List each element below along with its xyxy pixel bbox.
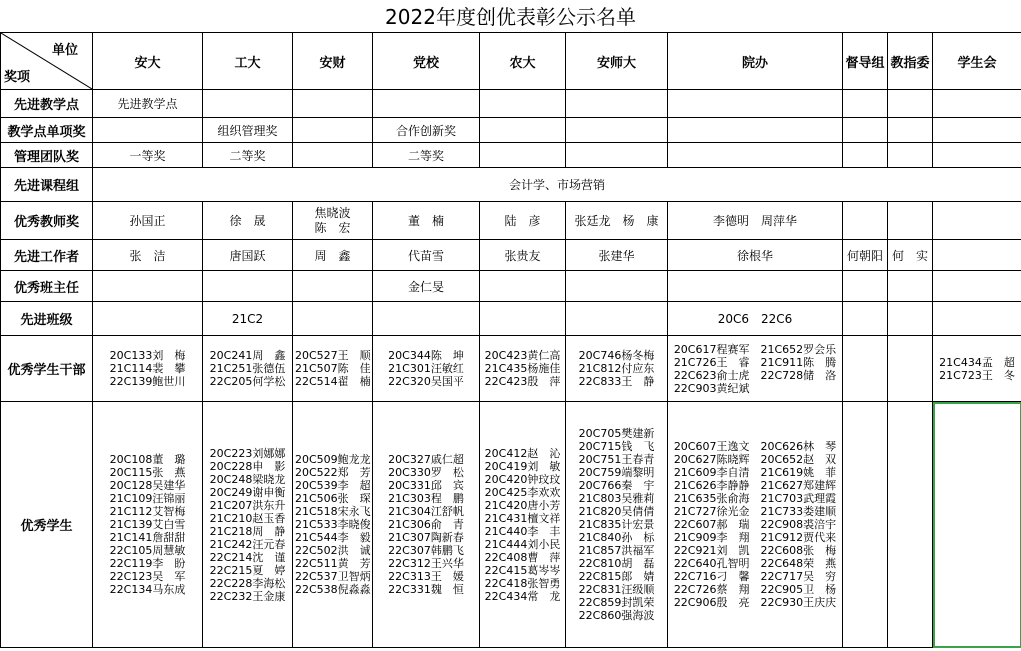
cell[interactable] bbox=[843, 271, 888, 302]
row-advanced-teaching-point bbox=[1, 90, 1021, 118]
cell[interactable]: 张廷龙 杨 康 bbox=[566, 202, 668, 240]
cell[interactable] bbox=[93, 302, 203, 336]
cell[interactable] bbox=[668, 271, 843, 302]
cell[interactable] bbox=[93, 336, 203, 402]
corner-header-cell[interactable] bbox=[1, 33, 93, 90]
name-list: 20C423黄仁高 21C435杨施佳 22C423殷 萍 bbox=[484, 349, 561, 388]
cell[interactable] bbox=[933, 240, 1021, 271]
cell[interactable] bbox=[843, 202, 888, 240]
cell[interactable] bbox=[668, 143, 843, 168]
cell[interactable]: 张 洁 bbox=[93, 240, 203, 271]
name-list: 21C434孟 超 21C723王 冬 bbox=[939, 355, 1015, 382]
cell[interactable]: 20C6 22C6 bbox=[668, 302, 843, 336]
cell[interactable]: 21C2 bbox=[203, 302, 293, 336]
cell[interactable] bbox=[566, 143, 668, 168]
header-nongda[interactable]: 农大 bbox=[480, 33, 566, 90]
row-label[interactable]: 管理团队奖 bbox=[1, 143, 93, 168]
cell[interactable] bbox=[888, 202, 933, 240]
cell[interactable]: 金仁旻 bbox=[373, 271, 480, 302]
header-anshida[interactable]: 安师大 bbox=[566, 33, 668, 90]
cell[interactable] bbox=[373, 402, 480, 648]
row-label[interactable]: 优秀学生干部 bbox=[1, 336, 93, 402]
selected-cell[interactable] bbox=[933, 402, 1021, 648]
cell[interactable]: 组织管理奖 bbox=[203, 118, 293, 143]
row-label[interactable]: 优秀班主任 bbox=[1, 271, 93, 302]
name-list: 20C344陈 坤 21C301汪敏红 22C320吴国平 bbox=[388, 349, 464, 388]
cell[interactable] bbox=[203, 336, 293, 402]
cell[interactable] bbox=[293, 402, 373, 648]
cell[interactable]: 合作创新奖 bbox=[373, 118, 480, 143]
cell[interactable] bbox=[480, 90, 566, 118]
name-list: 20C133刘 梅 21C114裴 攀 22C139鲍世川 bbox=[109, 349, 186, 388]
cell[interactable] bbox=[566, 336, 668, 402]
cell[interactable] bbox=[480, 143, 566, 168]
cell[interactable]: 徐根华 bbox=[668, 240, 843, 271]
cell[interactable] bbox=[93, 402, 203, 648]
row-label[interactable]: 先进班级 bbox=[1, 302, 93, 336]
name-list: 20C327戚仁超 20C330罗 松 20C331邱 宾 21C303程 鹏 21C304江舒帆 21C306俞 青 21C307陶新春 22C307韩鹏飞 22C312王兴华 22C313王 媛 22C331魏 恒 bbox=[388, 453, 464, 596]
cell[interactable]: 何朝阳 bbox=[843, 240, 888, 271]
cell[interactable]: 唐国跃 bbox=[203, 240, 293, 271]
header-anda[interactable]: 安大 bbox=[93, 33, 203, 90]
cell[interactable] bbox=[373, 302, 480, 336]
cell[interactable] bbox=[293, 302, 373, 336]
header-jiaozhiwei[interactable]: 教指委 bbox=[888, 33, 933, 90]
cell[interactable] bbox=[203, 271, 293, 302]
header-row bbox=[1, 33, 1021, 90]
row-label[interactable]: 先进工作者 bbox=[1, 240, 93, 271]
row-excellent-student bbox=[1, 402, 1021, 648]
cell[interactable] bbox=[888, 90, 933, 118]
row-label[interactable]: 先进课程组 bbox=[1, 168, 93, 202]
cell[interactable] bbox=[480, 271, 566, 302]
cell[interactable] bbox=[373, 336, 480, 402]
cell[interactable] bbox=[293, 143, 373, 168]
header-gongda[interactable]: 工大 bbox=[203, 33, 293, 90]
cell[interactable]: 陆 彦 bbox=[480, 202, 566, 240]
name-list: 20C607王逸文 20C626林 琴 20C627陈晓辉 20C652赵 双 21C609李自清 21C619姚 菲 21C626李静静 21C627郑建辉 21C635张俞海 21C703武理霞 21C727徐光金 21C733娄建顺 22C607郝 瑞 22C908裘涪宇 21C909李 翔 21C912贾代来 22C921刘 凯 22C608张 梅 22C640孔智明 22C648荣 燕 22C716刁 馨 22C717吴 穷 22C726蔡 翔 22C905卫 杨 22C906殷 亮 22C930王庆庆 bbox=[673, 440, 837, 609]
row-label[interactable]: 优秀教师奖 bbox=[1, 202, 93, 240]
cell[interactable] bbox=[203, 90, 293, 118]
cell[interactable]: 一等奖 bbox=[93, 143, 203, 168]
cell[interactable]: 张贵友 bbox=[480, 240, 566, 271]
cell[interactable] bbox=[888, 271, 933, 302]
header-yuanban[interactable]: 院办 bbox=[668, 33, 843, 90]
cell[interactable] bbox=[566, 271, 668, 302]
cell[interactable] bbox=[888, 302, 933, 336]
cell[interactable]: 何 实 bbox=[888, 240, 933, 271]
cell[interactable] bbox=[566, 302, 668, 336]
row-advanced-course-group bbox=[1, 168, 1021, 202]
row-management-team-award bbox=[1, 143, 1021, 168]
cell[interactable] bbox=[668, 402, 843, 648]
cell[interactable] bbox=[93, 118, 203, 143]
cell[interactable]: 代苗雪 bbox=[373, 240, 480, 271]
row-excellent-student-cadre bbox=[1, 336, 1021, 402]
row-advanced-worker bbox=[1, 240, 1021, 271]
cell[interactable] bbox=[566, 402, 668, 648]
row-label[interactable]: 优秀学生 bbox=[1, 402, 93, 648]
header-duda[interactable]: 督导组 bbox=[843, 33, 888, 90]
name-list: 20C509鲍龙龙 20C522郑 芳 20C539李 超 21C506张 琛 21C518宋永飞 21C533李晓俊 21C544李 毅 22C502洪 诚 22C511黄 芳 22C537卫智炳 22C538倪淼淼 bbox=[295, 453, 371, 596]
cell[interactable] bbox=[843, 302, 888, 336]
header-ancai[interactable]: 安财 bbox=[293, 33, 373, 90]
cell[interactable] bbox=[293, 202, 373, 240]
cell[interactable] bbox=[888, 402, 933, 648]
cell[interactable] bbox=[293, 336, 373, 402]
cell[interactable] bbox=[480, 402, 566, 648]
row-excellent-teacher bbox=[1, 202, 1021, 240]
cell[interactable] bbox=[203, 402, 293, 648]
cell[interactable] bbox=[668, 336, 843, 402]
cell[interactable]: 二等奖 bbox=[203, 143, 293, 168]
cell[interactable] bbox=[93, 271, 203, 302]
cell[interactable] bbox=[933, 302, 1021, 336]
cell[interactable] bbox=[843, 118, 888, 143]
corner-unit-label: 单位 bbox=[51, 43, 78, 58]
cell[interactable] bbox=[888, 118, 933, 143]
cell[interactable]: 二等奖 bbox=[373, 143, 480, 168]
cell[interactable] bbox=[668, 118, 843, 143]
cell[interactable]: 周 鑫 bbox=[293, 240, 373, 271]
cell[interactable] bbox=[888, 336, 933, 402]
cell[interactable] bbox=[843, 90, 888, 118]
cell[interactable] bbox=[293, 271, 373, 302]
page-title: 2022年度创优表彰公示名单 bbox=[385, 5, 636, 29]
name-list: 20C241周 鑫 21C251张德伍 22C205何学松 bbox=[209, 349, 286, 388]
name-list: 20C223刘娜娜 20C228申 影 20C248梁晓龙 20C249谢申衡 21C207洪东升 21C210赵玉香 21C218周 静 21C242汪元春 22C214沈 谨 22C215夏 婷 22C228李海松 22C232王金康 bbox=[209, 446, 286, 603]
cell[interactable] bbox=[566, 118, 668, 143]
cell[interactable] bbox=[933, 90, 1021, 118]
cell[interactable]: 孙国正 bbox=[93, 202, 203, 240]
row-label[interactable]: 先进教学点 bbox=[1, 90, 93, 118]
cell[interactable] bbox=[933, 336, 1021, 402]
award-table bbox=[0, 32, 1021, 648]
cell[interactable] bbox=[373, 90, 480, 118]
cell-text: 焦晓波 陈 宏 bbox=[314, 205, 351, 235]
cell[interactable] bbox=[933, 143, 1021, 168]
name-list: 20C746杨冬梅 21C812付应东 22C833王 静 bbox=[578, 349, 655, 388]
cell[interactable] bbox=[933, 202, 1021, 240]
cell[interactable]: 张建华 bbox=[566, 240, 668, 271]
row-advanced-class bbox=[1, 302, 1021, 336]
cell[interactable] bbox=[293, 90, 373, 118]
name-list: 20C108董 璐 20C115张 燕 20C128吴建华 21C109汪锦丽 21C112艾智梅 21C139艾白雪 21C141詹甜甜 22C105周慧敏 22C119李 盼 22C123吴 军 22C134马东成 bbox=[109, 453, 186, 596]
cell[interactable]: 李德明 周萍华 bbox=[668, 202, 843, 240]
cell[interactable] bbox=[480, 118, 566, 143]
row-teaching-point-single-award bbox=[1, 118, 1021, 143]
cell[interactable] bbox=[933, 271, 1021, 302]
name-list: 20C617程赛军 21C652罗会乐 21C726王 睿 21C911陈 腾 22C623俞士虎 22C728储 洛 22C903黄纪斌 bbox=[673, 342, 837, 395]
cell[interactable] bbox=[843, 336, 888, 402]
cell[interactable]: 徐 晟 bbox=[203, 202, 293, 240]
cell[interactable] bbox=[933, 118, 1021, 143]
cell[interactable] bbox=[566, 90, 668, 118]
cell[interactable] bbox=[843, 143, 888, 168]
cell[interactable] bbox=[480, 336, 566, 402]
cell[interactable] bbox=[843, 402, 888, 648]
cell[interactable] bbox=[480, 302, 566, 336]
name-list: 20C412赵 沁 20C419刘 敏 20C420钟玟玟 20C425李欢欢 21C420唐小芳 21C431檀文祥 21C440李 丰 21C444刘小民 22C408曹 萍 22C415葛岑岑 22C418张智勇 22C434常 龙 bbox=[484, 446, 561, 603]
row-excellent-class-teacher bbox=[1, 271, 1021, 302]
cell[interactable] bbox=[668, 90, 843, 118]
header-dangxiao[interactable]: 党校 bbox=[373, 33, 480, 90]
cell[interactable] bbox=[293, 118, 373, 143]
header-xueshenghui[interactable]: 学生会 bbox=[933, 33, 1021, 90]
cell[interactable]: 先进教学点 bbox=[93, 90, 203, 118]
merged-cell[interactable]: 会计学、市场营销 bbox=[93, 168, 1021, 202]
cell[interactable] bbox=[888, 143, 933, 168]
name-list: 20C527王 顺 21C507陈 佳 22C514翟 楠 bbox=[295, 349, 371, 388]
corner-item-label: 奖项 bbox=[4, 70, 31, 85]
row-label[interactable]: 教学点单项奖 bbox=[1, 118, 93, 143]
cell[interactable]: 董 楠 bbox=[373, 202, 480, 240]
name-list: 20C705樊建新 20C715钱 飞 20C751王春青 20C759端黎明 20C766秦 宇 21C803吴雅莉 21C820吴倩倩 21C835计宏景 21C840孙 标 21C857洪福军 22C810胡 磊 22C815郎 婧 22C831汪级顺 22C859封凯荣 22C860强海波 bbox=[578, 427, 655, 622]
